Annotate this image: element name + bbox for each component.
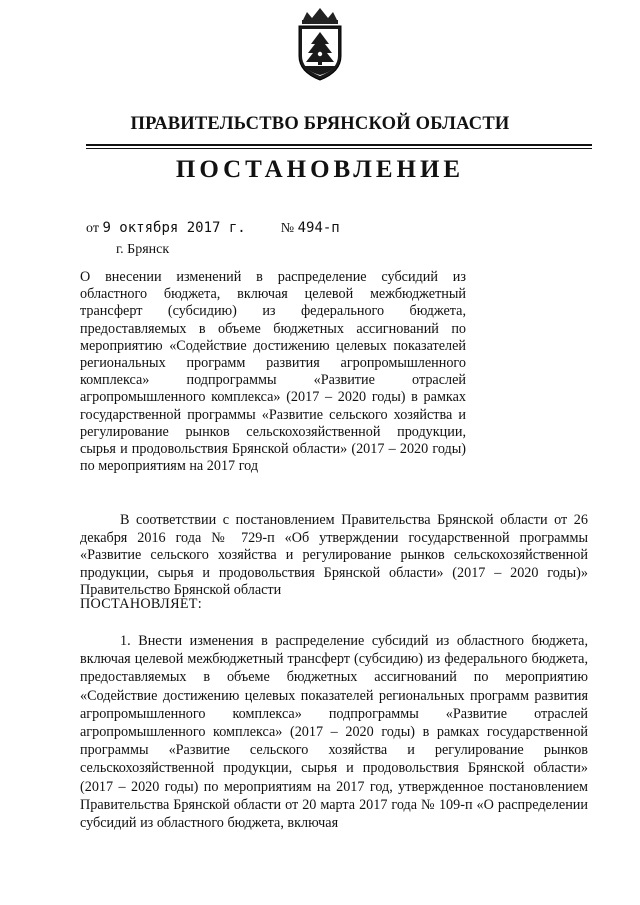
date-number-line [86, 220, 340, 237]
number-label: № [280, 221, 295, 236]
document-kind-title: ПОСТАНОВЛЕНИЕ [175, 156, 465, 183]
date-prefix: от [86, 221, 99, 236]
header-rule-thin [86, 148, 592, 149]
header-rule-thick [86, 144, 592, 146]
resolves-heading: ПОСТАНОВЛЯЕТ: [80, 596, 203, 612]
document-date: 9 октября 2017 г. [102, 220, 246, 236]
resolution-item-1: 1. Внести изменения в распределение субсидий из областного бюджета, включая целевой межбюджетный трансферт (субсидию) из федерального бюджета, предоставляемых в объеме бюджетных ассигнований по мероприятию «Содействие достижению целевых показателей региональных программ развития агропромышленного комплекса» подпрограммы «Развитие отраслей агропромышленного комплекса» (2017 – 2020 годы) в рамках государственной программы «Развитие сельского хозяйства и регулирование рынков сельскохозяйственной продукции, сырья и продовольствия Брянской области» (2017 – 2020 годы) по мероприятиям на 2017 год, утвержденное постановлением Правительства Брянской области от 20 марта 2017 года № 109-п «О распределении субсидий из областного бюджета, включая [80, 633, 588, 832]
preamble-paragraph: В соответствии с постановлением Правительства Брянской области от 26 декабря 2016 года № 729-п «Об утверждении государственной программы «Развитие сельского хозяйства и регулирование рынков сельскохозяйственной продукции, сырья и продовольствия Брянской области» (2017 – 2020 годы)» Правительство Брянской области [80, 512, 588, 599]
bryansk-coat-of-arms-icon [291, 6, 349, 86]
document-number: 494-п [297, 220, 340, 236]
document-subject: О внесении изменений в распределение субсидий из областного бюджета, включая целевой межбюджетный трансферт (субсидию) из федерального бюджета, предоставляемых в объеме бюджетных ассигнований по мероприятию «Содействие достижению целевых показателей региональных программ развития агропромышленного комплекса» подпрограммы «Развитие отраслей агропромышленного комплекса» (2017 – 2020 годы) в рамках государственной программы «Развитие сельского хозяйства и регулирование рынков сельскохозяйственной продукции, сырья и продовольствия Брянской области» (2017 – 2020 годы) по мероприятиям на 2017 год [80, 269, 466, 475]
org-title: ПРАВИТЕЛЬСТВО БРЯНСКОЙ ОБЛАСТИ [130, 114, 510, 134]
coat-of-arms-graphic [291, 6, 349, 86]
document-city: г. Брянск [116, 242, 170, 257]
